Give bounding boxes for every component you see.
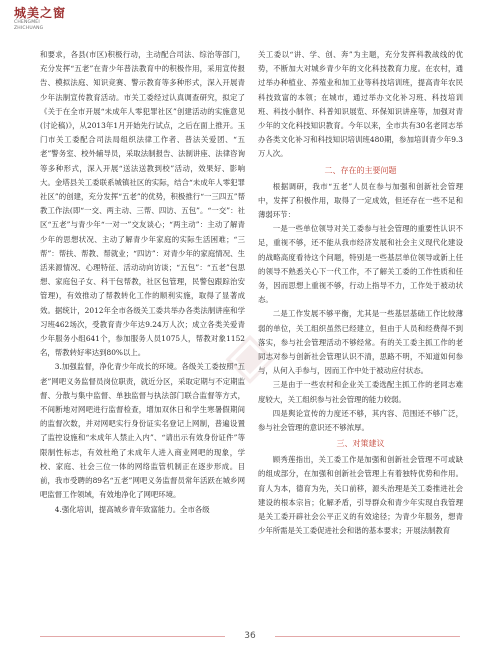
right-column bbox=[258, 48, 463, 539]
page-number: 36 bbox=[225, 626, 275, 646]
paragraph-problem-two: 二是工作发展不够平衡，尤其是一些基层基础工作比较薄弱的单位，关工组织虽然已经建立，但由于人员和经费得不到落实，参与社会管理活动不够经常。有的关工委主抓工作的老同志对参与创新社会管理认识不清，思路不明，不知道如何参与，从何入手参与，因而工作中处于被动应付状态。 bbox=[258, 309, 463, 376]
paragraph-problems-intro: 根据调研，我市“五老”人员在参与加强和创新社会管理中，发挥了积极作用，取得了一定成效，但还存在一些不足和薄弱环节： bbox=[258, 181, 463, 220]
section-heading-problems: 二、存在的主要问题 bbox=[324, 165, 397, 175]
paragraph-training: 4.强化培训，提高城乡青年致富能力。全市各级 bbox=[54, 504, 210, 514]
paragraph-training-continued: 关工委以“讲、学、创、奔”为主题，充分发挥科教战线的优势，不断加大对城乡青少年的文化科技教育力度。在农村，通过举办种植业、养殖业和加工业等科技培训班，提高青年农民科技致富的本领；在城市，通过举办文化补习班、科技培训班、科技小制作、科普知识展览、环保知识讲座等，加强对青少年的文化科技知识教育。今年以来，全市共有30名老同志举办各类文化补习和科技知识培训班480期，参加培训青少年9.3万人次。 bbox=[258, 50, 463, 159]
section-heading-suggestions: 三、对策建议 bbox=[336, 439, 385, 449]
paragraph-suggestions: 顾秀莲指出，关工委工作是加强和创新社会管理不可或缺的组成部分，在加强和创新社会管理上有着独特优势和作用。育人为本，德育为先，关口前移，源头治理是关工委推进社会建设的根本宗旨；化解矛盾，引导群众和青少年实现自我管理是关工委开辟社会公平正义的有效途径；为青少年服务，想青少年所需是关工委促进社会和谐的基本要求；开展法制教育 bbox=[258, 455, 463, 536]
logo-chinese-title: 城美之窗 bbox=[14, 6, 67, 20]
paragraph-problem-one: 一是一些单位领导对关工委参与社会管理的重要性认识不足，重视不够，还不能从我市经济发展和社会主义现代化建设的战略高度看待这个问题，特别是一些基层单位领导或新上任的领导不熟悉关心下一代工作，不了解关工委的工作性质和任务，因而思想上重视不够，行动上指导不力，工作处于被动状态。 bbox=[258, 224, 463, 305]
magazine-logo bbox=[14, 6, 70, 32]
paragraph-problem-three: 三是由于一些农村和企业关工委选配主抓工作的老同志难度较大，关工组织参与社会管理的能力较弱。 bbox=[258, 380, 463, 404]
watermark: ◈ bbox=[225, 318, 275, 392]
paragraph-problem-four: 四是舆论宣传的力度还不够，其内容、范围还不够广泛，参与社会管理的意识还不够浓厚。 bbox=[258, 408, 463, 433]
left-column bbox=[40, 48, 245, 517]
logo-english-title: CHENGMEI ZHICHUANG bbox=[14, 20, 44, 31]
paragraph-supervision: 3.加强监督，净化青少年成长的环境。各级关工委按照“五老”网吧义务监督员岗位职责，就近分区，采取定期与不定期监督、分散与集中监督、单独监督与执法部门联合监督等方式，不间断地对网吧进行监督检查，增加双休日和学生寒暑假期间的监督次数，并对网吧实行身份证实名登记上网制，普遍设置了监控设施和“未成年人禁止入内”、“请出示有效身份证件”等限制性标志，有效杜绝了未成年人进入商业网吧的现象，学校、家庭、社会三位一体的网络监管机制正在逐步形成。目前，我市受聘的89名“五老”网吧义务监督员常年活跃在城乡网吧监督工作领域，有效地净化了网吧环境。 bbox=[40, 362, 245, 500]
paragraph-legal-education: 和要求，各县(市区)积极行动，主动配合司法、综治等部门，充分发挥“五老”在青少年普法教育中的积极作用，采用宣传报告、模拟法庭、知识竞赛、警示教育等多种形式，深入开展青少年法制宣传教育活动。市关工委经过认真调查研究，拟定了《关于在全市开展“未成年人零犯罪社区”创建活动的实施意见(讨论稿)》，从2013年1月开始先行试点，之后在面上推开。玉门市关工委配合司法局组织法律工作者、普法关爱团、“五老”警务室、校外辅导员，采取法制报告、法制讲座、法律咨询等多种形式，深入开展“送法送教到校”活动，效果好、影响大。金塔县关工委联系城镇社区的实际，结合“未成年人零犯罪社区”的创建，充分发挥“五老”的优势，积极推行“一三四五”帮教工作法(即“一交、两主动、三帮、四访、五包”。“一交”：社区“五老”与青少年“一对一”交友谈心；“两主动”：主动了解青少年的思想状况、主动了解青少年家庭的实际生活困难；“三帮”：帮扶、帮教、帮就业；“四访”：对青少年的家庭情况、生活来源情况、心理特征、活动动向访谈；“五包”：“五老”包思想、家庭包子女、科干包帮教，社区包管理，民警包跟踪治安管理)，有效推动了帮教转化工作的顺利实施，取得了显著成效。据统计，2012年全市各级关工委共举办各类法制讲座和学习班462场次，受教育青少年达9.24万人次；成立各类关爱青少年服务小组641个，参加服务人员1075人，帮教对象1152名，帮教转好率达到80%以上。 bbox=[40, 50, 245, 358]
